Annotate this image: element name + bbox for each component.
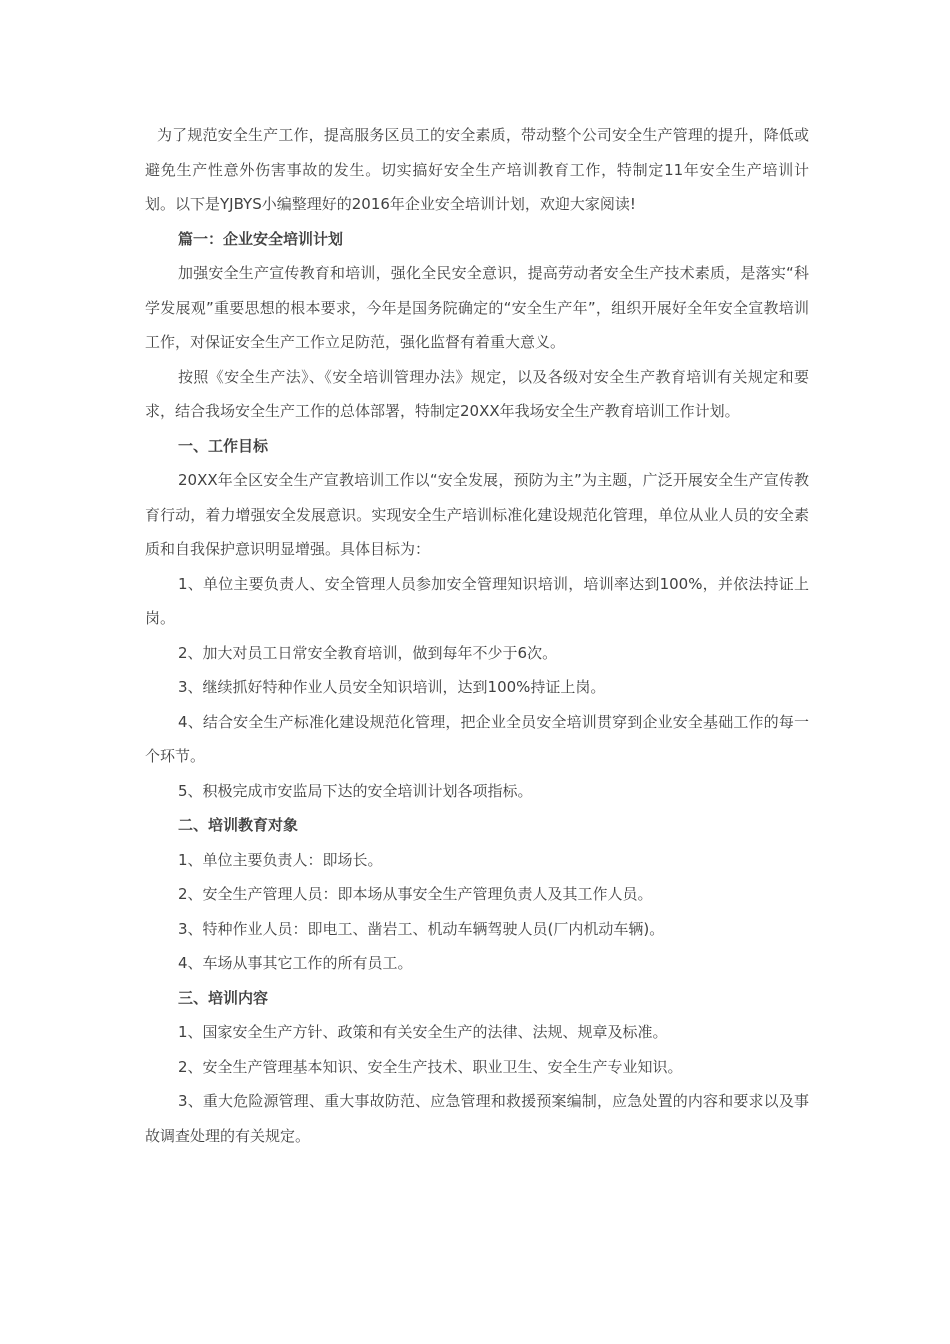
target-item: 4、车场从事其它工作的所有员工。 xyxy=(178,954,413,972)
paragraph-1: 加强安全生产宣传教育和培训，强化全民安全意识，提高劳动者安全生产技术素质，是落实“科学发展观”重要思想的根本要求，今年是国务院确定的“安全生产年”，组织开展好全年安全宣教培训工作，对保证安全生产工作立足防范，强化监督有着重大意义。 xyxy=(145,264,809,351)
target-item: 2、安全生产管理人员：即本场从事安全生产管理负责人及其工作人员。 xyxy=(178,885,653,903)
goal-item: 1、单位主要负责人、安全管理人员参加安全管理知识培训，培训率达到100%，并依法持证上岗。 xyxy=(145,574,809,627)
goal-item: 3、继续抓好特种作业人员安全知识培训，达到100%持证上岗。 xyxy=(178,678,606,696)
target-item: 1、单位主要负责人：即场长。 xyxy=(178,850,383,869)
content-item: 2、安全生产管理基本知识、安全生产技术、职业卫生、安全生产专业知识。 xyxy=(178,1057,683,1076)
document-page xyxy=(145,118,809,1153)
goal-item: 2、加大对员工日常安全教育培训，做到每年不少于6次。 xyxy=(178,643,558,662)
goal-item: 5、积极完成市安监局下达的安全培训计划各项指标。 xyxy=(178,781,533,800)
content-item: 3、重大危险源管理、重大事故防范、应急管理和救援预案编制，应急处置的内容和要求以及事故调查处理的有关规定。 xyxy=(145,1092,809,1145)
goal-item: 4、结合安全生产标准化建设规范化管理，把企业全员安全培训贯穿到企业安全基础工作的每一个环节。 xyxy=(145,712,809,765)
heading-training-content: 三、培训内容 xyxy=(178,988,269,1007)
goal-intro: 20XX年全区安全生产宣教培训工作以“安全发展，预防为主”为主题，广泛开展安全生产宣传教育行动，着力增强安全发展意识。实现安全生产培训标准化建设规范化管理，单位从业人员的安全素质和自我保护意识明显增强。具体目标为： xyxy=(145,471,809,558)
paragraph-2: 按照《安全生产法》、《安全培训管理办法》规定，以及各级对安全生产教育培训有关规定和要求，结合我场安全生产工作的总体部署，特制定20XX年我场安全生产教育培训工作计划。 xyxy=(145,367,809,420)
section-title: 篇一：企业安全培训计划 xyxy=(178,229,344,248)
content-item: 1、国家安全生产方针、政策和有关安全生产的法律、法规、规章及标准。 xyxy=(178,1023,668,1041)
heading-training-targets: 二、培训教育对象 xyxy=(178,816,299,834)
target-item: 3、特种作业人员：即电工、凿岩工、机动车辆驾驶人员(厂内机动车辆)。 xyxy=(178,919,665,938)
heading-work-goals: 一、工作目标 xyxy=(178,436,269,455)
intro-paragraph: 为了规范安全生产工作，提高服务区员工的安全素质，带动整个公司安全生产管理的提升，降低或避免生产性意外伤害事故的发生。切实搞好安全生产培训教育工作，特制定11年安全生产培训计划。以下是YJBYS小编整理好的2016年企业安全培训计划，欢迎大家阅读! xyxy=(145,126,809,213)
